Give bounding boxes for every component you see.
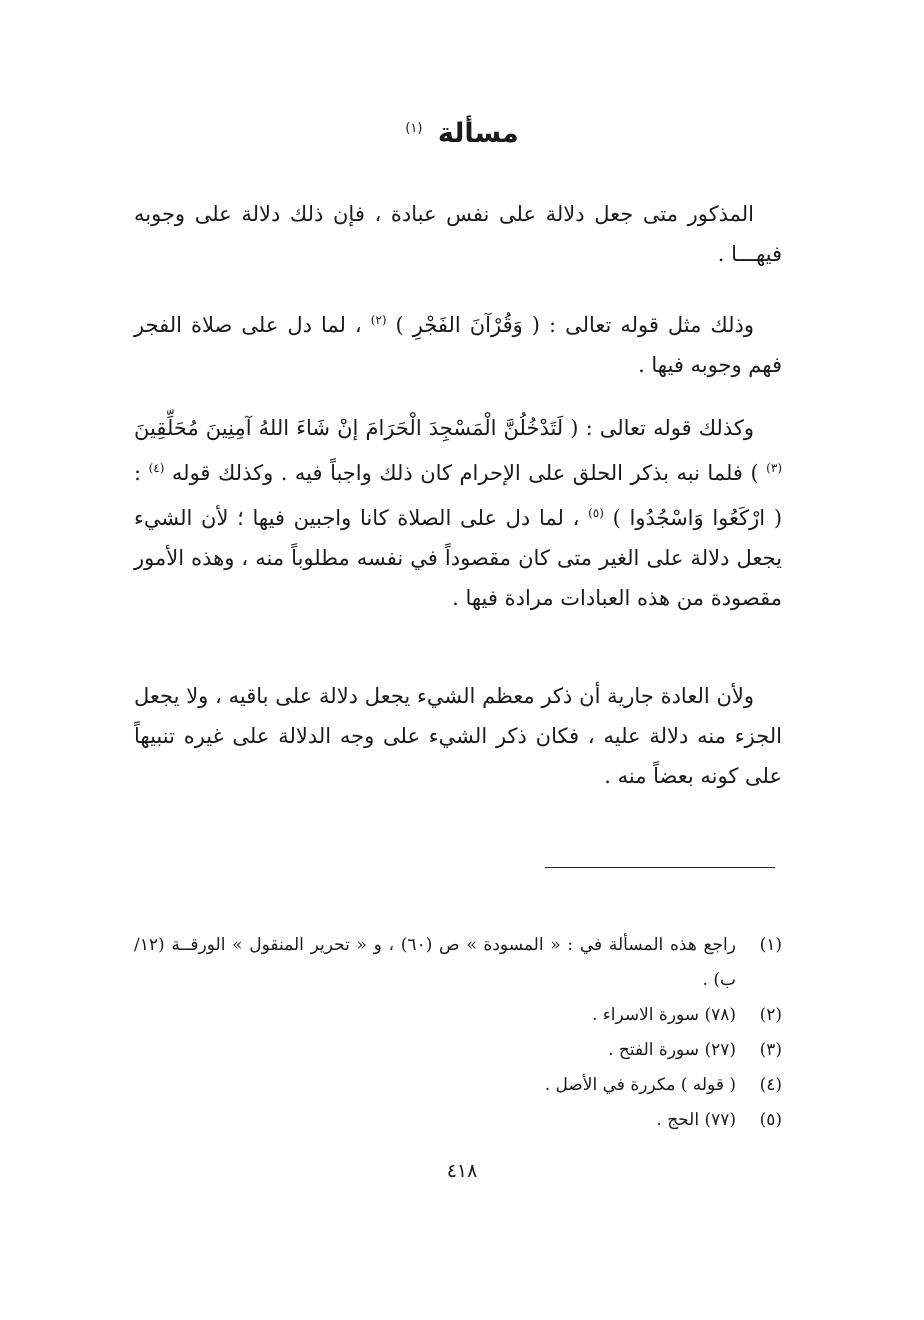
footnote-3-number: (٣) [759,1040,782,1060]
footnote-ref-2: (٢) [370,313,387,327]
footnote-3 [134,1033,782,1068]
paragraph-2-after: ، لما دل على صلاة الفجر فهم وجوبه فيها . [134,313,782,377]
footnote-divider [545,867,775,868]
paragraph-3-before: وكذلك قوله تعالى : ( لَتَدْخُلُنَّ الْمَسْجِدَ الْحَرَامَ إنْ شَاءَ اللهُ آمِنِينَ مُحَلِّقِينَ [134,416,754,440]
paragraph-3-middle: ) فلما نبه بذكر الحلق على الإحرام كان ذلك واجباً فيه . وكذلك قوله [164,461,767,485]
paragraph-1 [134,194,782,274]
footnote-1-number: (١) [759,935,782,955]
paragraph-4 [134,676,782,796]
footnote-1 [134,928,782,998]
paragraph-3-after: ، لما دل على الصلاة كانا واجبين فيها ؛ لأن الشيء يجعل دلالة على الغير متى كان مقصوداً في نفسه مطلوباً منه ، وهذه الأمور مقصودة من هذه العبادات مرادة فيها . [134,506,782,610]
footnote-4-number: (٤) [759,1075,782,1095]
footnote-2-text: (٧٨) سورة الاسراء . [591,1005,736,1025]
footnote-5 [134,1103,782,1138]
paragraph-1-text: المذكور متى جعل دلالة على نفس عبادة ، فإن ذلك دلالة على وجوبه فيهـــا . [134,202,782,266]
footnote-ref-4: (٤) [148,461,165,475]
footnote-3-text: (٢٧) سورة الفتح . [608,1040,736,1060]
paragraph-3-middle2: : ( ارْكَعُوا وَاسْجُدُوا ) [134,461,783,530]
footnote-5-number: (٥) [759,1110,782,1130]
paragraph-4-text: ولأن العادة جارية أن ذكر معظم الشيء يجعل دلالة على باقيه ، ولا يجعل الجزء منه دلالة عليه ، فكان ذكر الشيء على وجه الدلالة على غيره تنبيهاً على كونه بعضاً منه . [134,684,782,788]
footnote-2-number: (٢) [759,1005,782,1025]
title-footnote-ref: (١) [405,121,423,136]
page-title [0,118,924,149]
title-text: مسألة [437,118,519,149]
page-number: ٤١٨ [446,1160,478,1182]
footnote-2 [134,998,782,1033]
footnotes [134,928,782,1138]
footnote-4-text: ( قوله ) مكررة في الأصل . [544,1075,736,1095]
paragraph-2 [134,300,782,385]
paragraph-2-before: وذلك مثل قوله تعالى : ( وَقُرْآنَ الفَجْرِ ) [386,313,754,337]
footnote-5-text: (٧٧) الحج . [656,1110,736,1130]
footnote-ref-5: (٥) [588,506,604,520]
footnote-ref-3: (٣) [766,461,782,475]
footnote-1-text: راجع هذه المسألة في : « المسودة » ص (٦٠) ، و « تحرير المنقول » الورقــة (١٢/ب) . [134,935,736,990]
paragraph-3 [134,408,782,618]
footnote-4 [134,1068,782,1103]
